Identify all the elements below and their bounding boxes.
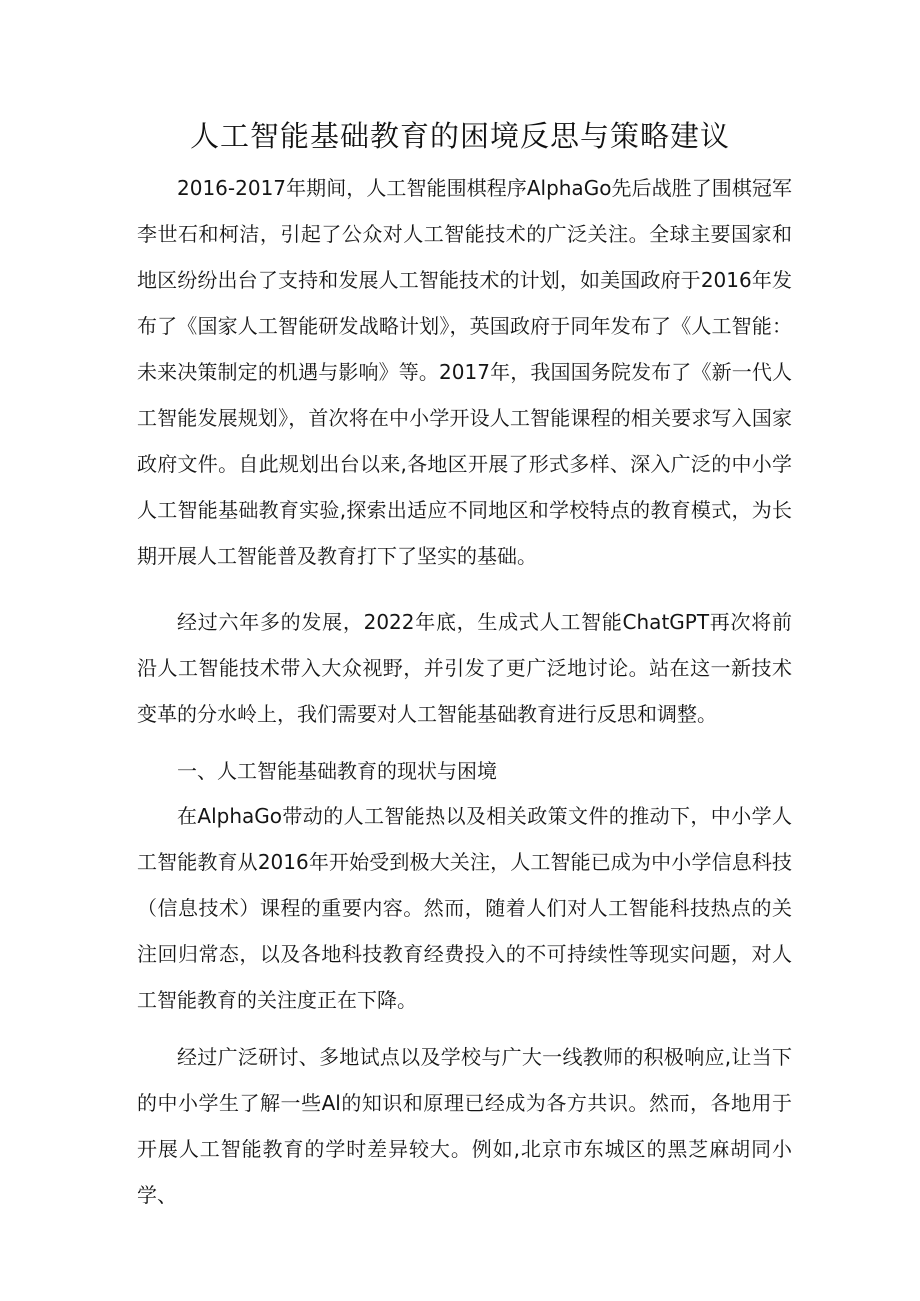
- page-title: 人工智能基础教育的困境反思与策略建议: [189, 119, 730, 153]
- paragraph-alphago-background: 2016-2017年期间，人工智能围棋程序AlphaGo先后战胜了围棋冠军李世石和柯洁，引起了公众对人工智能技术的广泛关注。全球主要国家和地区纷纷出台了支持和发展人工智能技术的计划，如美国政府于2016年发布了《国家人工智能研发战略计划》，英国政府于同年发布了《人工智能：未来决策制定的机遇与影响》等。2017年，我国国务院发布了《新一代人工智能发展规划》，首次将在中小学开设人工智能课程的相关要求写入国家政府文件。自此规划出台以来,各地区开展了形式多样、深入广泛的中小学人工智能基础教育实验,探索出适应不同地区和学校特点的教育模式，为长期开展人工智能普及教育打下了坚实的基础。: [137, 176, 792, 568]
- paragraph-chatgpt-reflection: 经过六年多的发展，2022年底，生成式人工智能ChatGPT再次将前沿人工智能技术带入大众视野，并引发了更广泛地讨论。站在这一新技术变革的分水岭上，我们需要对人工智能基础教育进行反思和调整。: [137, 610, 792, 726]
- paragraph-ai-education-attention: 在AlphaGo带动的人工智能热以及相关政策文件的推动下，中小学人工智能教育从2016年开始受到极大关注，人工智能已成为中小学信息科技（信息技术）课程的重要内容。然而，随着人们对人工智能科技热点的关注回归常态，以及各地科技教育经费投入的不可持续性等现实问题，对人工智能教育的关注度正在下降。: [137, 804, 792, 1012]
- section-heading-status-dilemma: 一、人工智能基础教育的现状与困境: [177, 759, 497, 783]
- paragraph-class-hours-difference: 经过广泛研讨、多地试点以及学校与广大一线教师的积极响应,让当下的中小学生了解一些Al的知识和原理已经成为各方共识。然而，各地用于开展人工智能教育的学时差异较大。例如,北京市东城区的黑芝麻胡同小学、: [137, 1045, 792, 1207]
